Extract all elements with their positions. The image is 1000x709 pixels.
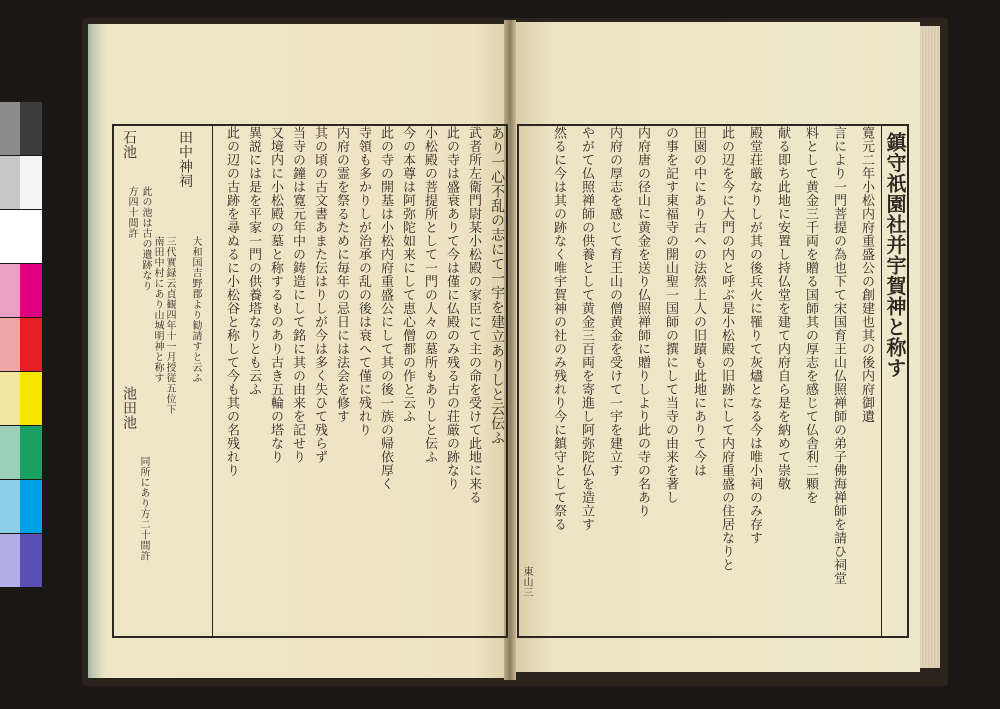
color-swatch — [20, 264, 42, 317]
color-swatch — [20, 210, 42, 263]
color-swatch — [0, 480, 20, 533]
text-column: の事を記す東福寺の開山聖一国師の撰にして当寺の由来を著し — [663, 126, 678, 504]
color-swatch — [0, 318, 20, 371]
color-swatch — [20, 102, 42, 155]
text-column: 寛元二年小松内府重盛公の創建也其の後内府御遺 — [859, 126, 874, 423]
text-column: 此の辺を今に大門の内と呼ぶ是小松殿の旧跡にして内府重盛の住居なりと — [719, 126, 734, 572]
text-column: 此の寺の開基は小松内府重盛公にして其の後一族の帰依厚く — [378, 126, 393, 491]
folio-number: 東山三 — [521, 566, 532, 598]
text-column: 小松殿の菩提所として一門の人々の墓所もありしと伝ふ — [422, 126, 437, 464]
sub-note: 方四十間許 — [126, 186, 137, 239]
color-swatch — [0, 210, 20, 263]
text-column: 当寺の鐘は寛元年中の鋳造にして銘に其の由来を記せり — [290, 126, 305, 464]
left-page-text-frame — [112, 124, 508, 638]
text-column: 献る即ち此地に安置し持仏堂を建て内府自ら是を納めて崇敬 — [775, 126, 790, 491]
sub-note: 同所にあり方二十間許 — [138, 456, 149, 561]
text-column: 内府唐の径山に黄金を送り仏照禅師に贈りしより此の寺の名あり — [635, 126, 650, 518]
text-column: 異説には是を平家一門の供養塔なりとも云ふ — [246, 126, 261, 396]
text-column: 此の寺は盛衰ありて今は僅に仏殿のみ残る古の荘厳の跡なり — [444, 126, 459, 491]
heading-ishi-pond: 石池 — [121, 130, 137, 159]
heading-ikeda-pond: 池田池 — [121, 386, 137, 430]
color-swatch — [20, 480, 42, 533]
sub-note: 大和国吉野郡より勧請すと云ふ — [190, 236, 201, 383]
sub-note: 此の池は古の遺跡なり — [140, 186, 151, 291]
text-column: 殿堂荘厳なりしが其の後兵火に罹りて灰燼となる今は唯小祠のみ存す — [747, 126, 762, 545]
right-page-text-frame — [517, 124, 909, 638]
color-swatch — [0, 372, 20, 425]
sub-note: 三代實録云貞観四年十一月授従五位下 — [164, 236, 175, 415]
text-column: 料として黄金三千両を贈る国師其の厚志を感じて仏舎利二顆を — [803, 126, 818, 504]
text-column: 田園の中にあり古への法然上人の旧蹟も此地にありて今は — [691, 126, 706, 477]
color-swatch — [0, 426, 20, 479]
text-column: 武者所左衛門尉某小松殿の家臣にて主の命を受けて此地に来る — [466, 126, 481, 504]
text-column: 今の本尊は阿弥陀如来にして恵心僧都の作と云ふ — [400, 126, 415, 423]
text-column: 此の辺の古跡を尋ぬるに小松谷と称して今も其の名残れり — [224, 126, 239, 477]
color-swatch — [20, 372, 42, 425]
text-column: 然るに今は其の跡なく唯宇賀神の社のみ残れり今に鎮守として祭る — [551, 126, 566, 531]
color-swatch — [0, 534, 20, 587]
text-column: 言により一門菩提の為也下て宋国育王山仏照禅師の弟子佛海禅師を請ひ祠堂 — [831, 126, 846, 585]
sub-note: 南田中村にあり山城明神と称す — [152, 236, 163, 383]
section-title: 鎮守祇園社并宇賀神と称す — [883, 132, 907, 378]
text-column: 其の頃の古文書あまた伝はりしが今は多く失ひて残らず — [312, 126, 327, 464]
heading-tanaka-shrine: 田中神祠 — [177, 130, 193, 188]
text-column: 内府の霊を祭るために毎年の忌日には法会を修す — [334, 126, 349, 423]
color-swatch — [0, 102, 20, 155]
header-rule — [881, 126, 882, 636]
color-swatch — [0, 264, 20, 317]
column-divider — [212, 126, 213, 636]
color-swatch — [20, 318, 42, 371]
text-column: 又境内に小松殿の墓と称するものあり古き五輪の塔なり — [268, 126, 283, 464]
color-swatch — [20, 426, 42, 479]
color-swatch — [20, 156, 42, 209]
text-column: あり一心不乱の志にて一宇を建立ありしと云伝ふ — [489, 126, 505, 445]
color-swatch — [20, 534, 42, 587]
color-swatch — [0, 156, 20, 209]
text-column: 内府の厚志を感じて育王山の僧黄金を受けて一宇を建立す — [607, 126, 622, 477]
page-edges — [920, 26, 940, 668]
text-column: やがて仏照禅師の供養として黄金三百両を寄進し阿弥陀仏を造立す — [579, 126, 594, 531]
text-column: 寺領も多かりしが治承の乱の後は衰へて僅に残れり — [356, 126, 371, 437]
color-calibration-chart — [0, 102, 42, 592]
